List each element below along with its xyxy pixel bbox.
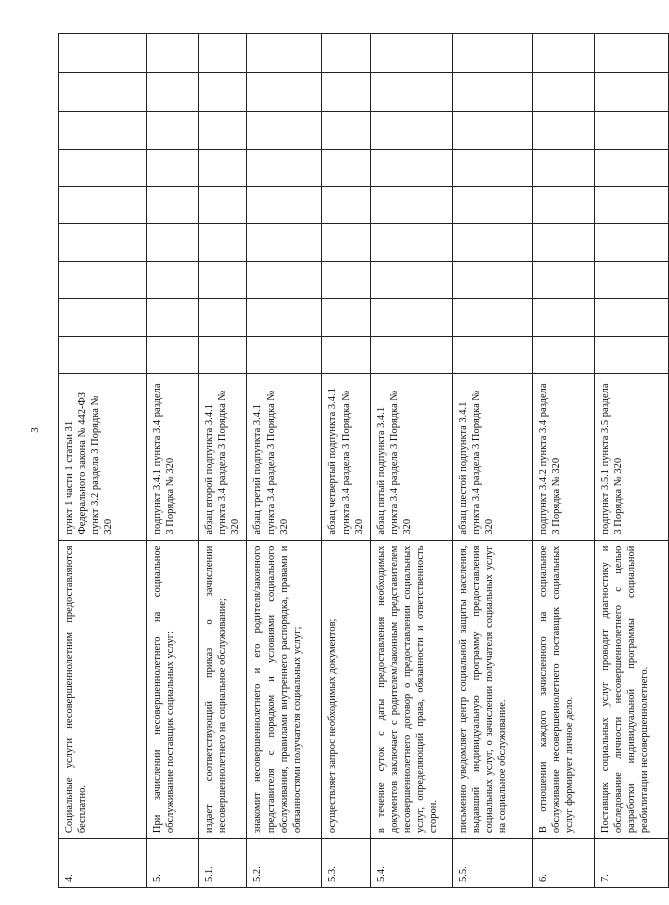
row-number: 5.1.: [199, 839, 247, 888]
row-number: 5.4.: [370, 839, 452, 888]
empty-cell: [147, 34, 199, 73]
empty-cell: [59, 149, 147, 186]
empty-cell: [452, 72, 532, 112]
empty-cell: [199, 149, 247, 186]
empty-cell: [594, 72, 668, 112]
row-basis: абзац второй подпункта 3.4.1 пункта 3.4 раздела 3 Порядка № 320: [199, 374, 247, 540]
empty-cell: [370, 336, 452, 373]
row-basis: подпункт 3.5.1 пункта 3.5 раздела 3 Порядка № 320: [594, 374, 668, 540]
row-basis: абзац пятый подпункта 3.4.1 пункта 3.4 раздела 3 Порядка № 320: [370, 374, 452, 540]
empty-cell: [247, 72, 322, 112]
row-number: 7.: [594, 839, 668, 888]
empty-cell: [594, 112, 668, 149]
empty-cell: [199, 34, 247, 73]
empty-cell: [247, 186, 322, 223]
empty-cell: [199, 186, 247, 223]
empty-cell: [452, 149, 532, 186]
table-wrapper: [58, 33, 651, 888]
empty-cell: [59, 336, 147, 373]
row-action: При зачислении несовершеннолетнего на социальное обслуживание поставщик социальных услуг:: [147, 540, 199, 839]
row-number: 4.: [59, 839, 147, 888]
row-basis: подпункт 3.4.2 пункта 3.4 раздела 3 Порядка № 320: [532, 374, 594, 540]
empty-cell: [452, 186, 532, 223]
empty-cell: [247, 299, 322, 336]
empty-cell: [59, 261, 147, 298]
empty-cell: [247, 261, 322, 298]
empty-cell: [59, 112, 147, 149]
page-number: 3: [29, 427, 41, 433]
empty-cell: [147, 149, 199, 186]
empty-cell: [59, 72, 147, 112]
empty-cell: [370, 186, 452, 223]
table-row: [322, 34, 370, 888]
empty-cell: [322, 261, 370, 298]
empty-cell: [247, 336, 322, 373]
row-basis: абзац третий подпункта 3.4.1 пункта 3.4 раздела 3 Порядка № 320: [247, 374, 322, 540]
empty-cell: [147, 261, 199, 298]
empty-cell: [532, 149, 594, 186]
empty-cell: [532, 299, 594, 336]
empty-cell: [532, 336, 594, 373]
row-basis: подпункт 3.4.1 пункта 3.4 раздела 3 Порядка № 320: [147, 374, 199, 540]
empty-cell: [532, 186, 594, 223]
empty-cell: [59, 186, 147, 223]
row-number: 5.2.: [247, 839, 322, 888]
row-basis: абзац шестой подпункта 3.4.1 пункта 3.4 раздела 3 Порядка № 320: [452, 374, 532, 540]
table-row: [59, 34, 147, 888]
empty-cell: [322, 149, 370, 186]
empty-cell: [59, 224, 147, 261]
empty-cell: [452, 224, 532, 261]
empty-cell: [199, 224, 247, 261]
table-row: [370, 34, 452, 888]
row-action: В отношении каждого зачисленного на социальное обслуживание несовершеннолетнего поставщик социальных услуг формирует личное дело.: [532, 540, 594, 839]
empty-cell: [594, 336, 668, 373]
empty-cell: [370, 224, 452, 261]
empty-cell: [199, 261, 247, 298]
empty-cell: [370, 112, 452, 149]
empty-cell: [452, 34, 532, 73]
empty-cell: [322, 112, 370, 149]
empty-cell: [594, 261, 668, 298]
empty-cell: [247, 34, 322, 73]
empty-cell: [322, 224, 370, 261]
empty-cell: [147, 224, 199, 261]
empty-cell: [594, 224, 668, 261]
empty-cell: [247, 112, 322, 149]
row-number: 5.: [147, 839, 199, 888]
table-row: [199, 34, 247, 888]
row-action: знакомит несовершеннолетнего и его родителя/законного представителя с порядком и условиями социального обслуживания, правилами внутреннего распорядка, правами и обязанностями получателя социальных услуг;: [247, 540, 322, 839]
table-row: [147, 34, 199, 888]
empty-cell: [452, 336, 532, 373]
table-row: [594, 34, 668, 888]
empty-cell: [322, 336, 370, 373]
empty-cell: [247, 224, 322, 261]
row-action: издает соответствующий приказ о зачислении несовершеннолетнего на социальное обслуживание;: [199, 540, 247, 839]
empty-cell: [452, 112, 532, 149]
empty-cell: [322, 299, 370, 336]
empty-cell: [147, 299, 199, 336]
empty-cell: [452, 261, 532, 298]
row-basis: абзац четвертый подпункта 3.4.1 пункта 3.4 раздела 3 Порядка № 320: [322, 374, 370, 540]
empty-cell: [147, 112, 199, 149]
empty-cell: [532, 224, 594, 261]
row-basis: пункт 1 части 1 статьи 31 Федерального закона № 442-ФЗ пункт 3.2 раздела 3 Порядка № 320: [59, 374, 147, 540]
requirements-table: [58, 33, 669, 888]
empty-cell: [322, 186, 370, 223]
empty-cell: [532, 34, 594, 73]
row-number: 5.3.: [322, 839, 370, 888]
empty-cell: [370, 261, 452, 298]
row-action: Социальные услуги несовершеннолетним предоставляются бесплатно.: [59, 540, 147, 839]
empty-cell: [322, 72, 370, 112]
empty-cell: [594, 186, 668, 223]
table-row: [532, 34, 594, 888]
empty-cell: [594, 149, 668, 186]
empty-cell: [147, 336, 199, 373]
table-row: [452, 34, 532, 888]
empty-cell: [322, 34, 370, 73]
empty-cell: [532, 112, 594, 149]
empty-cell: [532, 72, 594, 112]
row-action: письменно уведомляет центр социальной защиты населения, выдавший индивидуальную программу предоставления социальных услуг, о зачислении получателя социальных услуг на социальное обслуживание.: [452, 540, 532, 839]
row-action: Поставщик социальных услуг проводит диагностику и обследование личности несовершеннолетнего с целью разработки индивидуальной программы социальной реабилитации несовершеннолетнего.: [594, 540, 668, 839]
empty-cell: [370, 299, 452, 336]
empty-cell: [594, 299, 668, 336]
empty-cell: [370, 149, 452, 186]
row-action: в течение суток с даты предоставления необходимых документов заключает с родителем/законным представителем несовершеннолетнего договор о предоставлении социальных услуг, определяющий права, обязанности и ответственность сторон.: [370, 540, 452, 839]
table-row: [247, 34, 322, 888]
empty-cell: [370, 34, 452, 73]
empty-cell: [199, 72, 247, 112]
empty-cell: [59, 34, 147, 73]
empty-cell: [199, 299, 247, 336]
empty-cell: [59, 299, 147, 336]
empty-cell: [594, 34, 668, 73]
empty-cell: [199, 112, 247, 149]
empty-cell: [452, 299, 532, 336]
row-number: 5.5.: [452, 839, 532, 888]
row-number: 6.: [532, 839, 594, 888]
empty-cell: [247, 149, 322, 186]
empty-cell: [147, 186, 199, 223]
empty-cell: [147, 72, 199, 112]
row-action: осуществляет запрос необходимых документов;: [322, 540, 370, 839]
empty-cell: [370, 72, 452, 112]
empty-cell: [532, 261, 594, 298]
empty-cell: [199, 336, 247, 373]
